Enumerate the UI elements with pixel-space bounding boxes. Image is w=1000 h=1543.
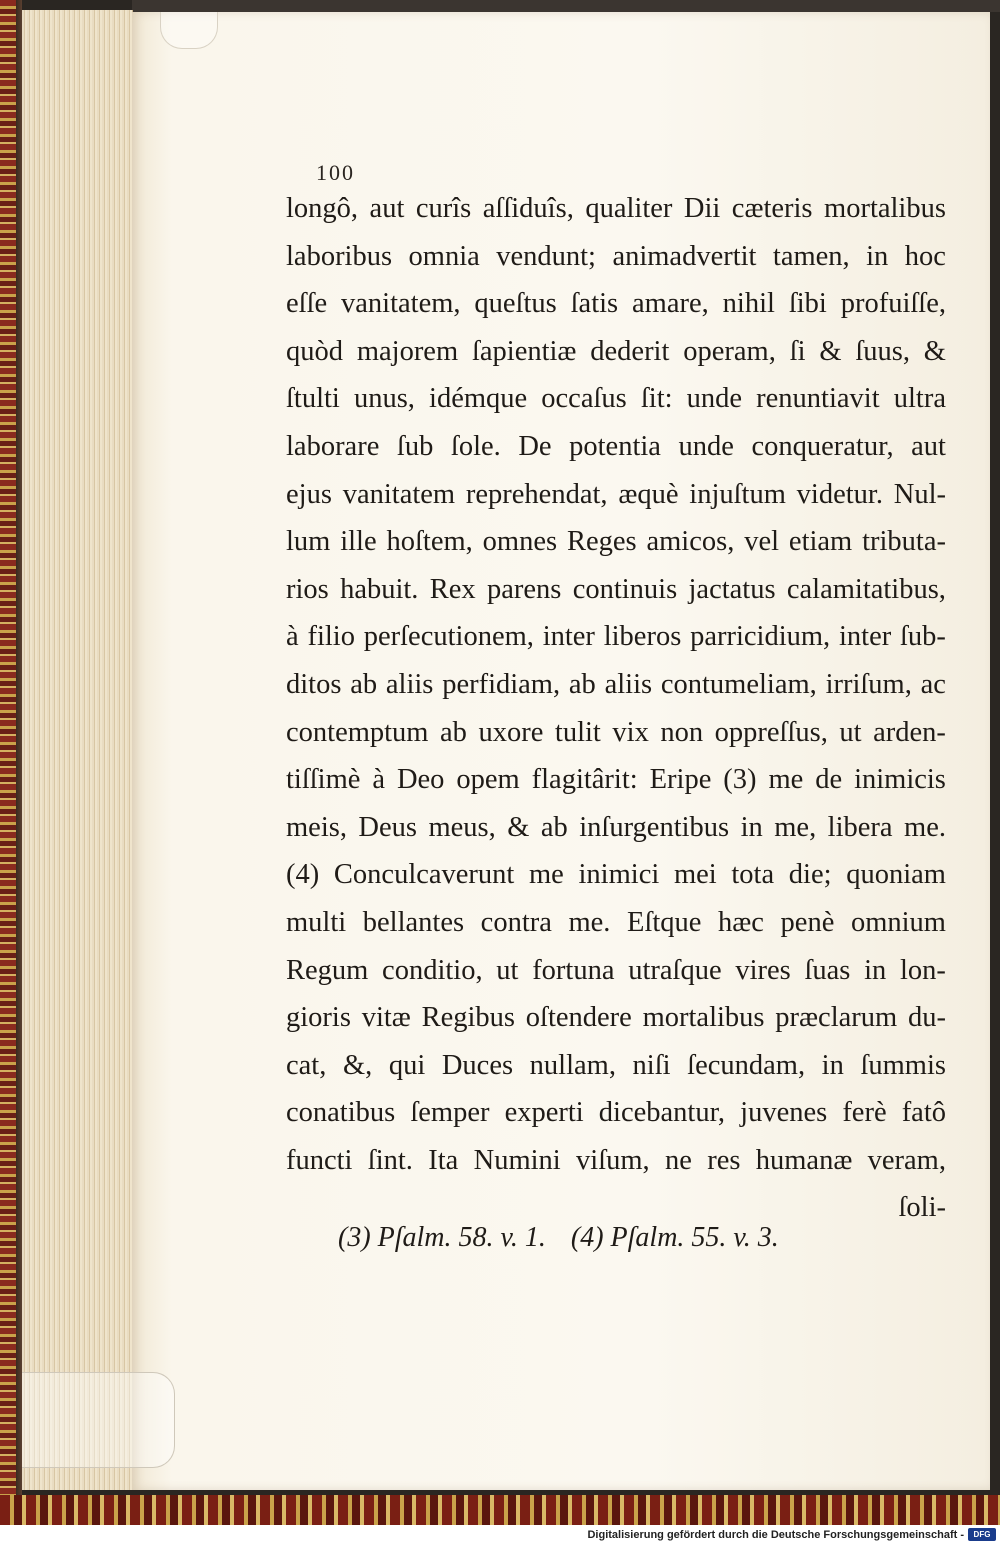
text-line: (4) Conculcaverunt me inimici mei tota die; quoniam <box>286 859 946 891</box>
text-line: à filio perſecutionem, inter liberos parricidium, inter ſub- <box>286 621 946 653</box>
footnote-3: (3) Pſalm. 58. v. 1. <box>338 1222 546 1253</box>
text-line: rios habuit. Rex parens continuis jactatus calamitatibus, <box>286 573 946 605</box>
footnote-4: (4) Pſalm. 55. v. 3. <box>570 1222 779 1253</box>
text-line: ditos ab aliis perfidiam, ab aliis contumeliam, irriſum, ac <box>286 668 946 700</box>
text-line: Regum conditio, ut fortuna utraſque vires ſuas in lon- <box>286 954 946 986</box>
page-number: 100 <box>316 160 355 185</box>
text-line: functi ſint. Ita Numini viſum, ne res humanæ veram, <box>286 1144 946 1176</box>
text-line: multi bellantes contra me. Eſtque hæc penè omnium <box>286 906 946 938</box>
text-line: laboribus omnia vendunt; animadvertit tamen, in hoc <box>286 240 946 272</box>
text-line: conatibus ſemper experti dicebantur, juvenes ferè fatô <box>286 1097 946 1129</box>
dfg-logo-icon: DFG <box>968 1528 996 1541</box>
text-line: laborare ſub ſole. De potentia unde conqueratur, aut <box>286 430 946 462</box>
page-stack <box>22 10 133 1490</box>
book-binding-bottom <box>0 1495 1000 1525</box>
book-binding-left <box>0 0 22 1525</box>
catchword: ſoli- <box>898 1192 946 1224</box>
text-line: cat, &, qui Duces nullam, niſi ſecundam, in ſummis <box>286 1049 946 1081</box>
footnotes <box>338 1222 797 1254</box>
text-line: tiſſimè à Deo opem flagitârit: Eripe (3) me de inimicis <box>286 764 946 796</box>
page-tab-top <box>160 12 218 49</box>
text-line: longô, aut curîs aſſiduîs, qualiter Dii cæteris mortalibus <box>286 193 946 224</box>
text-line: eſſe vanitatem, queſtus ſatis amare, nihil ſibi profuiſſe, <box>286 288 946 320</box>
dfg-credit: Digitalisierung gefördert durch die Deutsche Forschungsgemeinschaft - <box>587 1529 964 1541</box>
body-text <box>286 185 946 1232</box>
footer-bar <box>0 1525 1000 1543</box>
text-line: ſtulti unus, idémque occaſus ſit: unde renuntiavit ultra <box>286 383 946 415</box>
page-tab-bottom <box>22 1372 175 1468</box>
text-line: lum ille hoſtem, omnes Reges amicos, vel etiam tributa- <box>286 526 946 558</box>
text-line: gioris vitæ Regibus oſtendere mortalibus præclarum du- <box>286 1002 946 1034</box>
top-edge <box>132 0 1000 12</box>
text-line: quòd majorem ſapientiæ dederit operam, ſi & ſuus, & <box>286 335 946 367</box>
text-line: ejus vanitatem reprehendat, æquè injuſtum videtur. Nul- <box>286 478 946 510</box>
text-line: meis, Deus meus, & ab inſurgentibus in me, libera me. <box>286 811 946 843</box>
text-line: contemptum ab uxore tulit vix non oppreſſus, ut arden- <box>286 716 946 748</box>
